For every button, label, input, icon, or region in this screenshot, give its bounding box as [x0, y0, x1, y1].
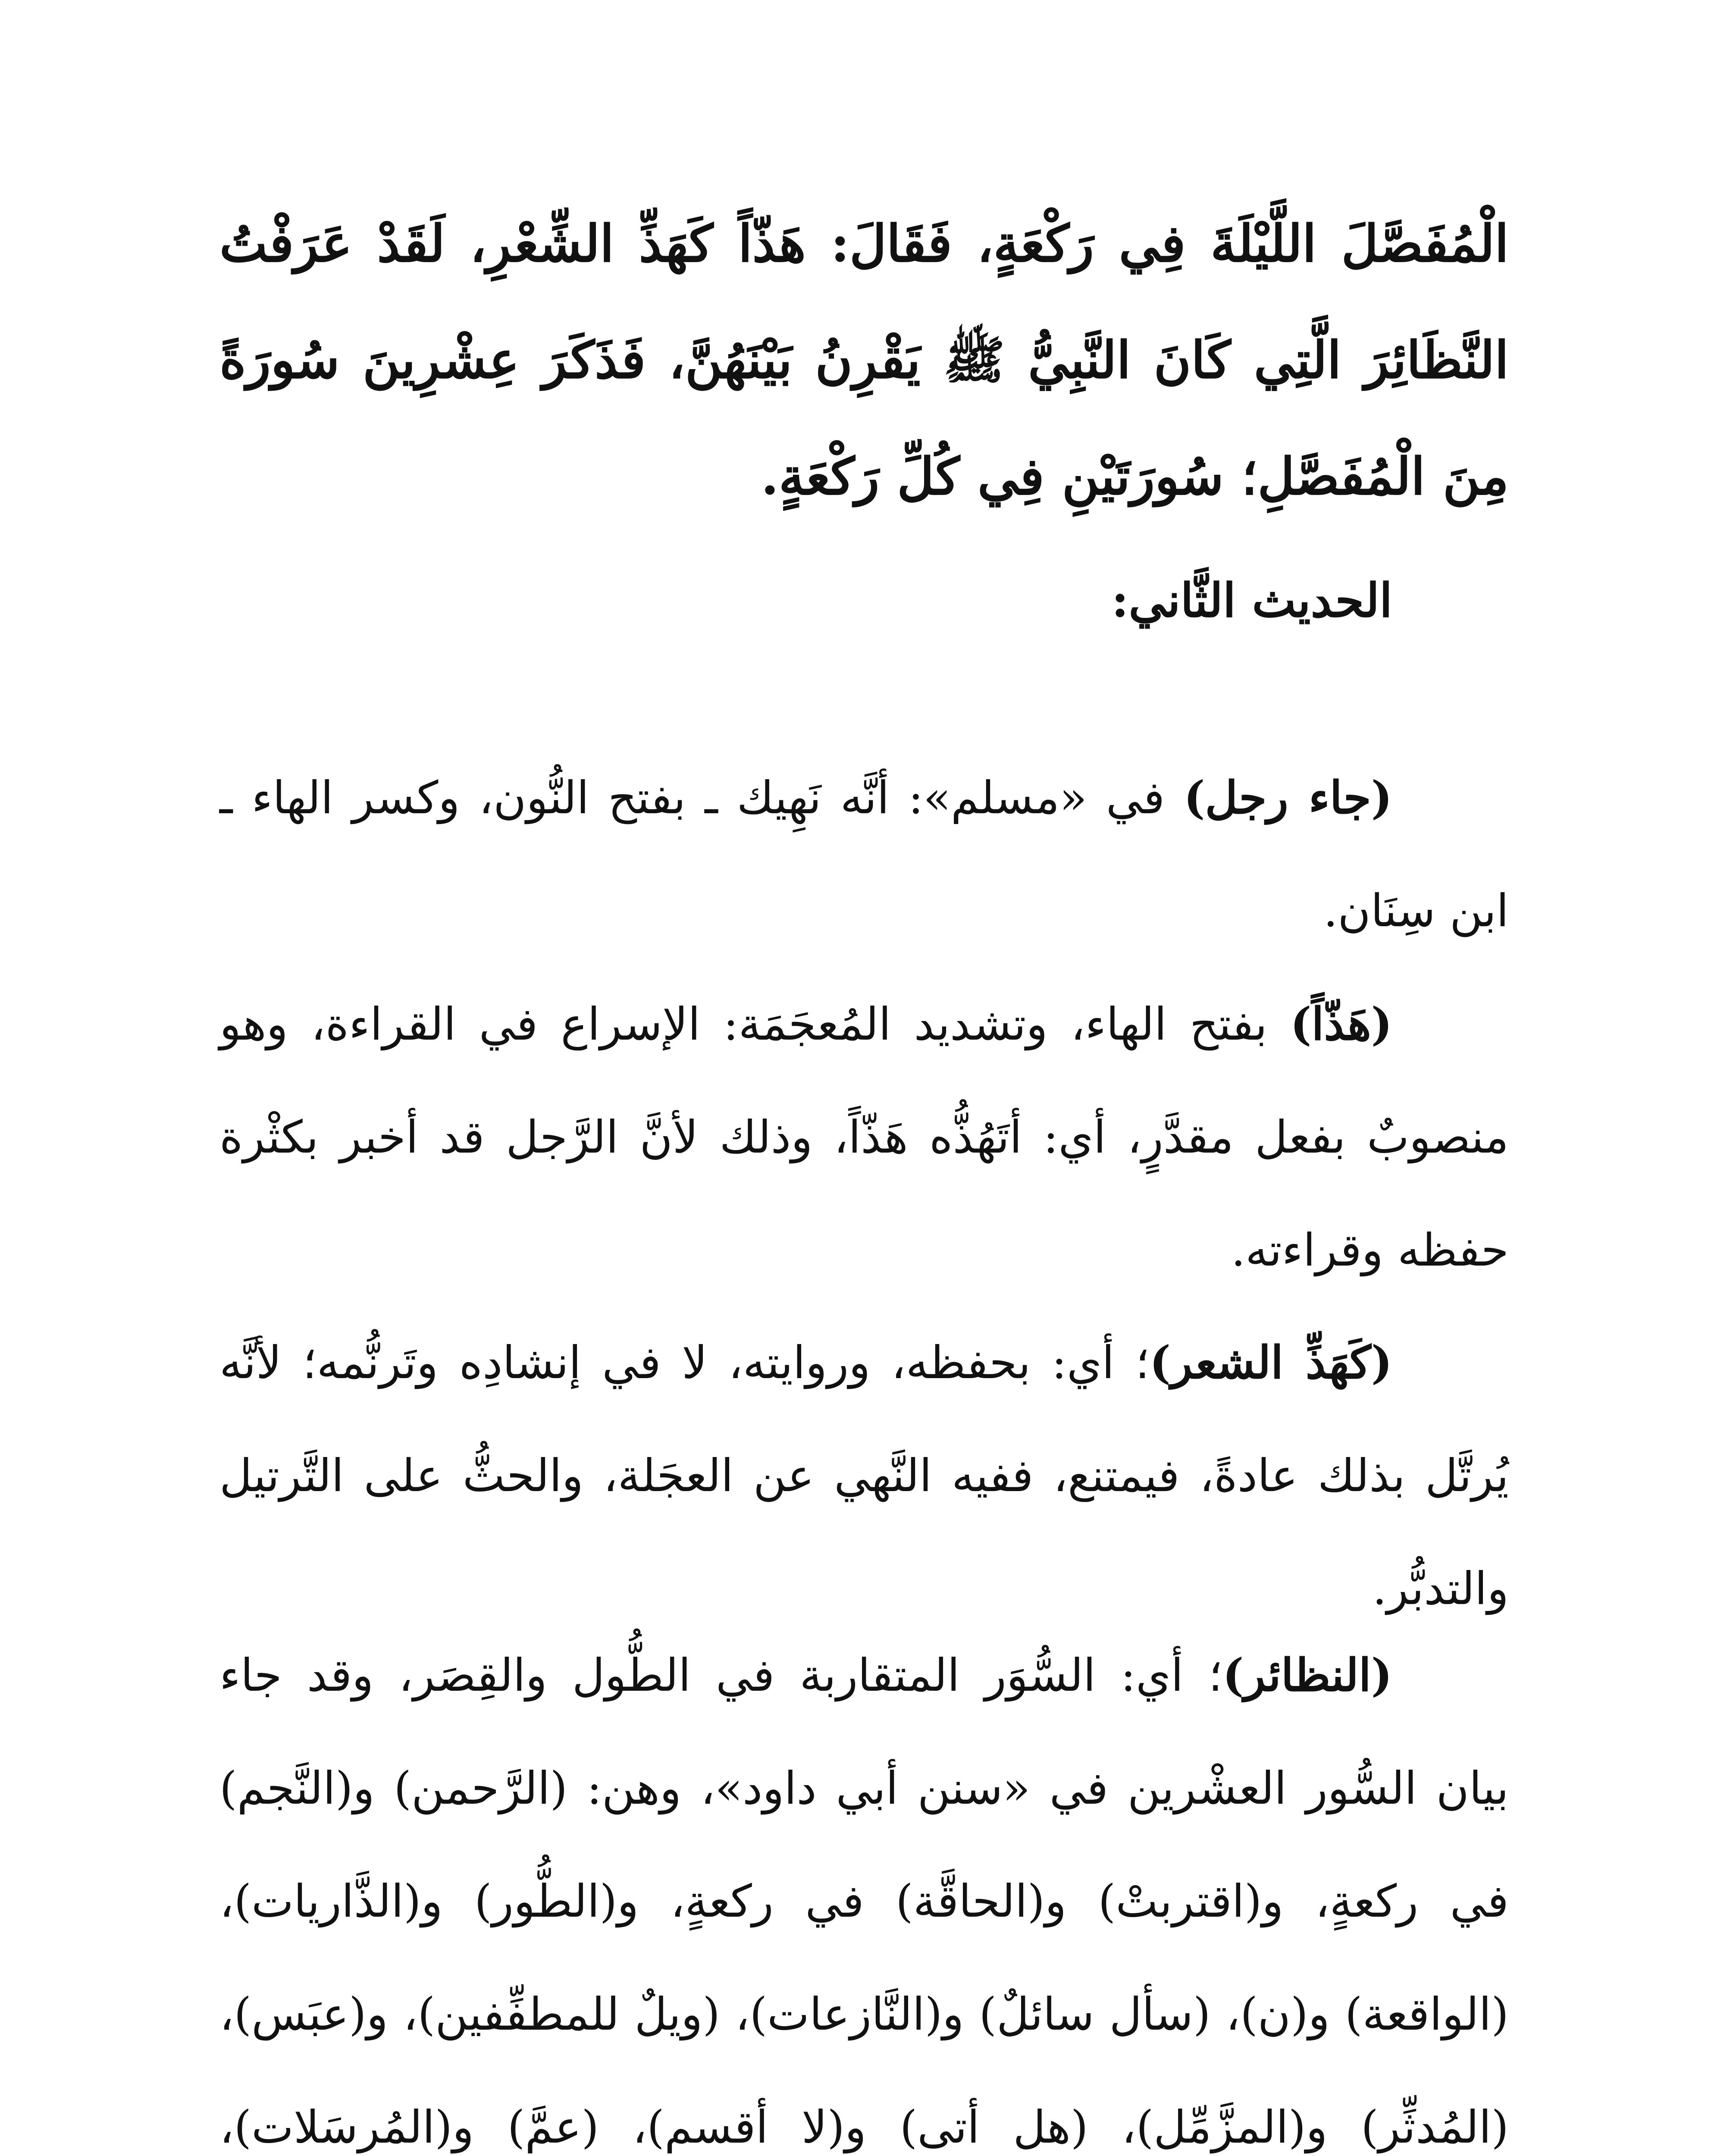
commentary-paragraph [219, 968, 1509, 1307]
paragraph-keyword: (هَذّاً) [1290, 997, 1392, 1050]
paragraph-text: ؛ أي: بحفظه، وروايته، لا في إنشادِه وتَرنُّمه؛ لأنَّه يُرتَّل بذلك عادةً، فيمتنع، ففيه النَّهي عن العجَلة، والحثُّ على التَّرتيل والتدبُّر. [219, 1336, 1509, 1615]
paragraph-keyword: (النظائر) [1222, 1648, 1392, 1702]
paragraph-text: ؛ أي: السُّوَر المتقاربة في الطُّول والقِصَر، وقد جاء بيان السُّور العشْرين في «سنن أبي داود»، وهن: (الرَّحمن) و(النَّجم) في ركعةٍ، و(اقتربتْ) و(الحاقَّة) في ركعةٍ، و(الطُّور) و(الذَّاريات)، (الواقعة) و(ن)، (سأل سائلٌ) و(النَّازعات)، (ويلٌ للمطفِّفين)، و(عبَس)، (المُدثِّر) و(المزَّمِّل)، (هل أتى) و(لا أقسم)، (عمَّ) و(المُرسَلات)، [219, 1649, 1509, 2153]
paragraph-text: بفتح الهاء، وتشديد المُعجَمَة: الإسراع في القراءة، وهو منصوبٌ بفعل مقدَّرٍ، أي: أتَهُذُّه هَذّاً، وذلك لأنَّ الرَّجل قد أخبر بكثْرة حفظه وقراءته. [219, 998, 1509, 1276]
paragraph-keyword: (جاء رجل) [1184, 771, 1392, 824]
paragraph-text: في «مسلم»: أنَّه نَهِيك ـ بفتح النُّون، وكسر الهاء ـ ابن سِنَان. [219, 771, 1509, 937]
commentary-paragraph [219, 1306, 1509, 1645]
hadith-text: الْمُفَصَّلَ اللَّيْلَةَ فِي رَكْعَةٍ، فَقَالَ: هَذّاً كَهَذِّ الشِّعْرِ، لَقَدْ عَرَفْتُ النَّظَائِرَ الَّتِي كَانَ النَّبِيُّ ﷺ يَقْرِنُ بَيْنَهُنَّ، فَذَكَرَ عِشْرِينَ سُورَةً مِنَ الْمُفَصَّلِ؛ سُورَتَيْنِ فِي كُلِّ رَكْعَةٍ. [219, 213, 1509, 506]
section-heading: الحديث الثَّاني: [1111, 573, 1392, 628]
paragraph-keyword: (كَهَذِّ الشعر) [1149, 1336, 1393, 1389]
commentary-paragraph [219, 741, 1509, 967]
commentary-paragraph [219, 1619, 1509, 2156]
